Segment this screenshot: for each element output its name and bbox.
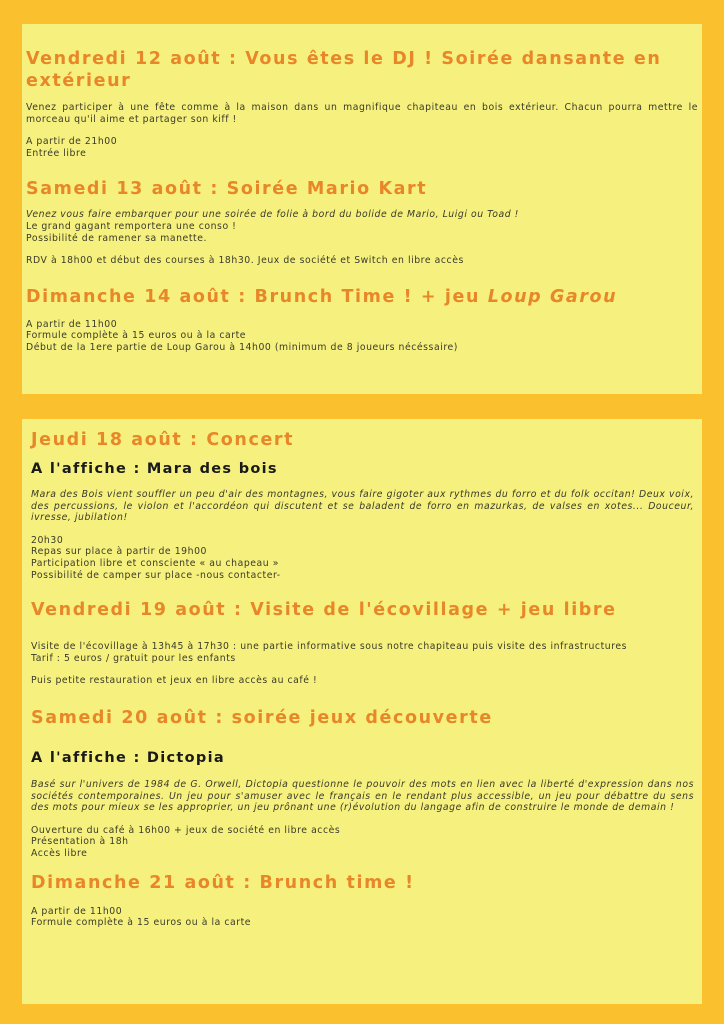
event-samedi-20 (31, 707, 694, 860)
event-info: Début de la 1ere partie de Loup Garou à 14h00 (minimum de 8 joueurs nécéssaire) (26, 341, 458, 353)
event-info: Présentation à 18h (31, 836, 129, 848)
events-panel-week-1 (22, 24, 702, 394)
events-panel-week-2 (22, 419, 702, 1004)
event-info: Formule complète à 15 euros ou à la carte (31, 917, 252, 929)
event-info: A partir de 11h00 (31, 905, 123, 917)
event-info: Puis petite restauration et jeux en libre accès au café ! (31, 675, 318, 687)
event-info: Entrée libre (26, 147, 87, 159)
event-title-game: Loup Garou (487, 286, 618, 307)
event-title: Jeudi 18 août : Concert (31, 430, 295, 450)
event-title: Samedi 13 août : Soirée Mario Kart (26, 179, 428, 200)
event-info: Tarif : 5 euros / gratuit pour les enfants (31, 652, 236, 664)
event-title: Vendredi 12 août : Vous êtes le DJ ! Soirée dansante en extérieur (26, 49, 662, 91)
event-vendredi-19 (31, 599, 694, 687)
event-description: Possibilité de ramener sa manette. (26, 232, 207, 244)
event-description: Le grand gagant remportera une conso ! (26, 220, 237, 232)
event-jeudi-18 (31, 429, 694, 581)
event-title-main: Dimanche 14 août : Brunch Time ! + jeu (26, 286, 488, 307)
event-info: Formule complète à 15 euros ou à la carte (26, 330, 247, 342)
event-info: A partir de 21h00 (26, 136, 118, 148)
event-description: Mara des Bois vient souffler un peu d'air des montagnes, vous faire gigoter aux rythmes du forro et du folk occitan! Deux voix, des percussions, le violon et l'accordéon qui discutent et se baladent de forro en mazurkas, de valses en xotes... Douceur, ivresse, jubilation! (31, 489, 694, 524)
event-dimanche-14 (26, 286, 698, 354)
event-subtitle: A l'affiche : Dictopia (31, 749, 225, 766)
event-dimanche-21 (31, 872, 694, 929)
event-info: Repas sur place à partir de 19h00 (31, 546, 207, 558)
event-info: Possibilité de camper sur place -nous contacter- (31, 569, 281, 581)
event-info: A partir de 11h00 (26, 318, 118, 330)
event-subtitle: A l'affiche : Mara des bois (31, 461, 278, 477)
event-description: Basé sur l'univers de 1984 de G. Orwell, Dictopia questionne le pouvoir des mots en lien avec la liberté d'expression dans nos sociétés contemporaines. Un jeu pour s'amuser avec le français en le rendant plus accessible, un jeu pour débattre du sens des mots pour mieux se les approprier, un jeu prônant une (r)évolution du langage afin de construire le monde de demain ! (31, 778, 694, 814)
event-vendredi-12 (26, 48, 698, 159)
event-samedi-13 (26, 178, 698, 266)
event-info: Ouverture du café à 16h00 + jeux de société en libre accès (31, 824, 341, 836)
event-description: Venez participer à une fête comme à la maison dans un magnifique chapiteau en bois extérieur. Chacun pourra mettre le morceau qu'il aime et partager son kiff ! (26, 102, 698, 125)
event-info: Participation libre et consciente « au chapeau » (31, 557, 279, 569)
event-title: Samedi 20 août : soirée jeux découverte (31, 707, 493, 728)
event-info: Accès libre (31, 847, 88, 859)
event-info: Visite de l'écovillage à 13h45 à 17h30 : une partie informative sous notre chapiteau puis visite des infrastructures (31, 641, 628, 653)
event-description: Venez vous faire embarquer pour une soirée de folie à bord du bolide de Mario, Luigi ou Toad ! (26, 209, 519, 221)
event-info: RDV à 18h00 et début des courses à 18h30. Jeux de société et Switch en libre accès (26, 255, 464, 267)
event-title (26, 286, 698, 308)
event-title: Dimanche 21 août : Brunch time ! (31, 872, 415, 893)
event-title: Vendredi 19 août : Visite de l'écovillage + jeu libre (31, 600, 617, 621)
event-info: 20h30 (31, 534, 64, 546)
